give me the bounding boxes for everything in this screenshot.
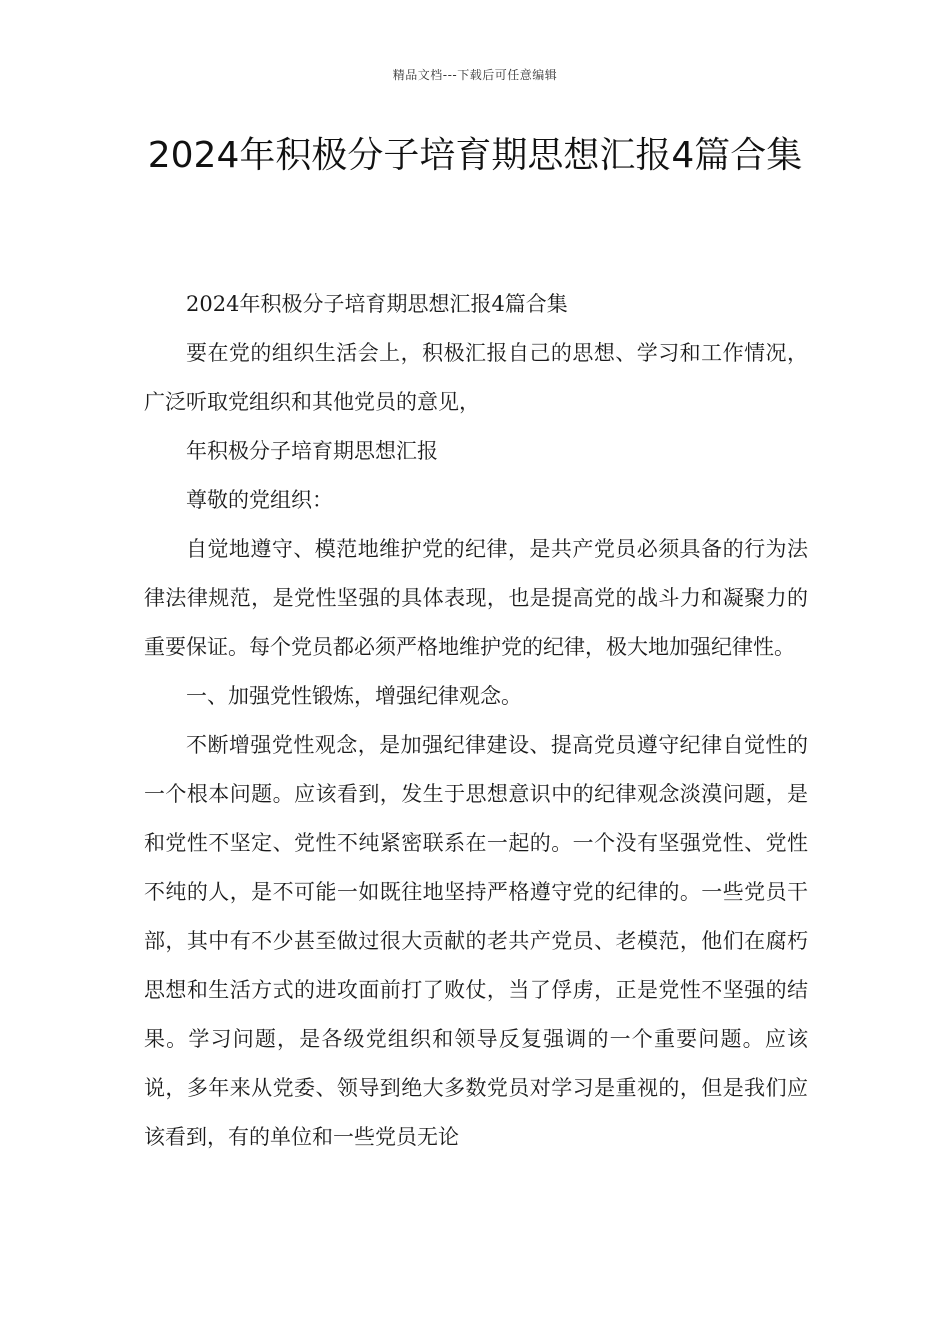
paragraph-body: 不断增强党性观念，是加强纪律建设、提高党员遵守纪律自觉性的一个根本问题。应该看到，发生于思想意识中的纪律观念淡漠问题，是和党性不坚定、党性不纯紧密联系在一起的。一个没有坚强党性、党性不纯的人，是不可能一如既往地坚持严格遵守党的纪律的。一些党员干部，其中有不少甚至做过很大贡献的老共产党员、老模范，他们在腐朽思想和生活方式的进攻面前打了败仗，当了俘虏，正是党性不坚强的结果。学习问题，是各级党组织和领导反复强调的一个重要问题。应该说，多年来从党委、领导到绝大多数党员对学习是重视的，但是我们应该看到，有的单位和一些党员无论 [144, 733, 808, 1149]
header-note: 精品文档---下载后可任意编辑 [392, 68, 558, 82]
paragraph-body: 自觉地遵守、模范地维护党的纪律，是共产党员必须具备的行为法律法律规范，是党性坚强的具体表现，也是提高党的战斗力和凝聚力的重要保证。每个党员都必须严格地维护党的纪律，极大地加强纪律性。 [144, 537, 808, 659]
document-body [144, 280, 808, 1162]
paragraph-subtitle: 2024年积极分子培育期思想汇报4篇合集 [186, 292, 568, 316]
paragraph-salutation: 尊敬的党组织： [186, 488, 333, 512]
paragraph-heading: 年积极分子培育期思想汇报 [186, 439, 438, 463]
document-title: 2024年积极分子培育期思想汇报4篇合集 [147, 135, 803, 176]
paragraph-section-heading: 一、加强党性锻炼，增强纪律观念。 [186, 684, 522, 708]
paragraph-intro: 要在党的组织生活会上，积极汇报自己的思想、学习和工作情况，广泛听取党组织和其他党员的意见， [144, 341, 808, 414]
